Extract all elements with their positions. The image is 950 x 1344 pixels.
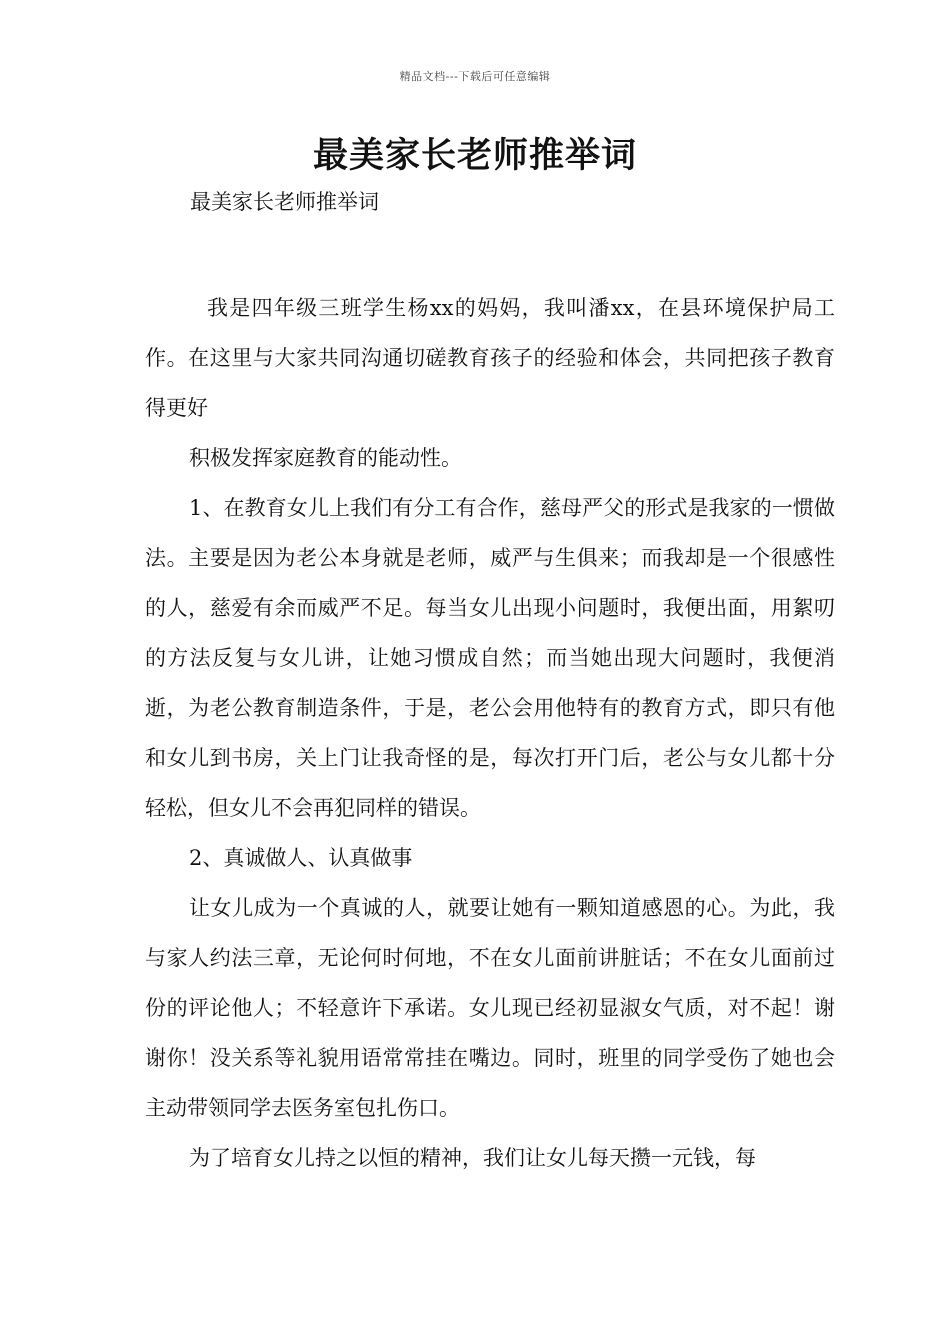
document-title: 最美家长老师推举词	[312, 135, 637, 176]
paragraph-intro: 我是四年级三班学生杨xx的妈妈，我叫潘xx，在县环境保护局工作。在这里与大家共同沟通切磋教育孩子的经验和体会，共同把孩子教育得更好	[145, 296, 835, 420]
document-body	[145, 283, 835, 1183]
paragraph-perseverance: 为了培育女儿持之以恒的精神，我们让女儿每天攒一元钱，每	[189, 1146, 756, 1170]
paragraph-point-1: 1、在教育女儿上我们有分工有合作，慈母严父的形式是我家的一惯做法。主要是因为老公本身就是老师，威严与生俱来；而我却是一个很感性的人，慈爱有余而威严不足。每当女儿出现小问题时，我便出面，用絮叨的方法反复与女儿讲，让她习惯成自然；而当她出现大问题时，我便消逝，为老公教育制造条件，于是，老公会用他特有的教育方式，即只有他和女儿到书房，关上门让我奇怪的是，每次打开门后，老公与女儿都十分轻松，但女儿不会再犯同样的错误。	[145, 496, 835, 820]
document-subtitle: 最美家长老师推举词	[190, 190, 379, 214]
header-note: 精品文档---下载后可任意编辑	[399, 70, 551, 83]
paragraph-point-2-body: 让女儿成为一个真诚的人，就要让她有一颗知道感恩的心。为此，我与家人约法三章，无论何时何地，不在女儿面前讲脏话；不在女儿面前过份的评论他人；不轻意许下承诺。女儿现已经初显淑女气质，对不起！谢谢你！没关系等礼貌用语常常挂在嘴边。同时，班里的同学受伤了她也会主动带领同学去医务室包扎伤口。	[145, 896, 835, 1120]
paragraph-section-lead: 积极发挥家庭教育的能动性。	[189, 446, 462, 470]
paragraph-point-2-heading: 2、真诚做人、认真做事	[189, 846, 413, 870]
